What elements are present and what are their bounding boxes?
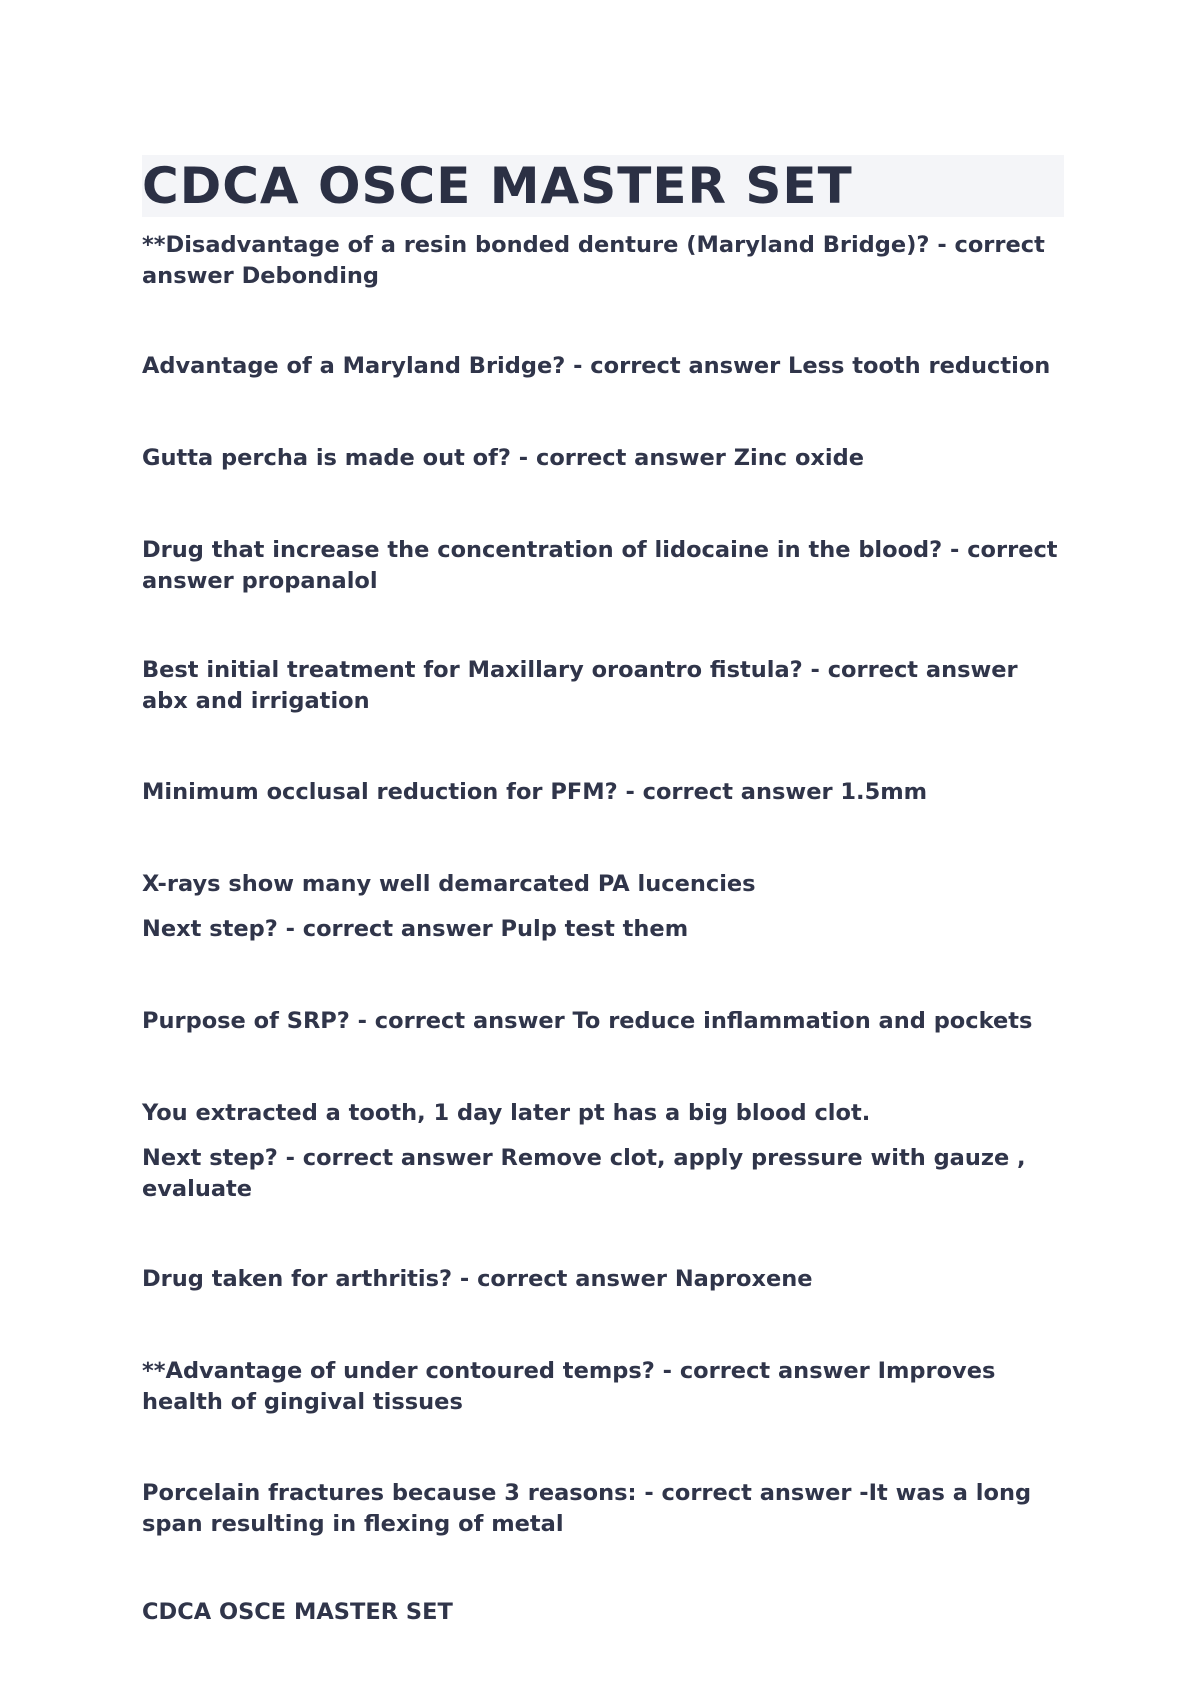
qa-line: Minimum occlusal reduction for PFM? - correct answer 1.5mm bbox=[142, 779, 928, 805]
qa-item-6 bbox=[142, 777, 1067, 808]
qa-line: Drug that increase the concentration of lidocaine in the blood? - correct answer propanalol bbox=[142, 537, 1058, 594]
qa-line: Advantage of a Maryland Bridge? - correct answer Less tooth reduction bbox=[142, 353, 1051, 379]
qa-line: Best initial treatment for Maxillary oroantro fistula? - correct answer abx and irrigation bbox=[142, 657, 1018, 714]
qa-line: **Disadvantage of a resin bonded denture (Maryland Bridge)? - correct answer Debonding bbox=[142, 232, 1045, 289]
title-band bbox=[142, 155, 1064, 217]
qa-line: X-rays show many well demarcated PA lucencies bbox=[142, 871, 756, 897]
qa-line: Gutta percha is made out of? - correct answer Zinc oxide bbox=[142, 445, 864, 471]
qa-line: You extracted a tooth, 1 day later pt has a big blood clot. bbox=[142, 1100, 871, 1126]
qa-item-11 bbox=[142, 1356, 1067, 1418]
page-footer: CDCA OSCE MASTER SET bbox=[142, 1599, 453, 1625]
qa-line: Drug taken for arthritis? - correct answer Naproxene bbox=[142, 1266, 813, 1292]
qa-line: Purpose of SRP? - correct answer To reduce inflammation and pockets bbox=[142, 1008, 1033, 1034]
qa-item-5 bbox=[142, 655, 1067, 717]
document-page bbox=[142, 155, 1067, 217]
qa-line: Next step? - correct answer Remove clot, apply pressure with gauze , evaluate bbox=[142, 1145, 1026, 1202]
qa-item-8 bbox=[142, 1006, 1067, 1037]
qa-item-3 bbox=[142, 443, 1067, 474]
qa-item-10 bbox=[142, 1264, 1067, 1295]
document-title: CDCA OSCE MASTER SET bbox=[142, 157, 853, 215]
qa-item-1 bbox=[142, 230, 1067, 292]
qa-line: Porcelain fractures because 3 reasons: - correct answer -It was a long span resulting in flexing of metal bbox=[142, 1480, 1032, 1537]
qa-item-4 bbox=[142, 535, 1067, 597]
qa-item-12 bbox=[142, 1478, 1067, 1540]
qa-item-7 bbox=[142, 869, 1067, 945]
qa-item-2 bbox=[142, 351, 1067, 382]
qa-item-9 bbox=[142, 1098, 1067, 1205]
qa-line: **Advantage of under contoured temps? - correct answer Improves health of gingival tissues bbox=[142, 1358, 996, 1415]
qa-line: Next step? - correct answer Pulp test them bbox=[142, 916, 689, 942]
